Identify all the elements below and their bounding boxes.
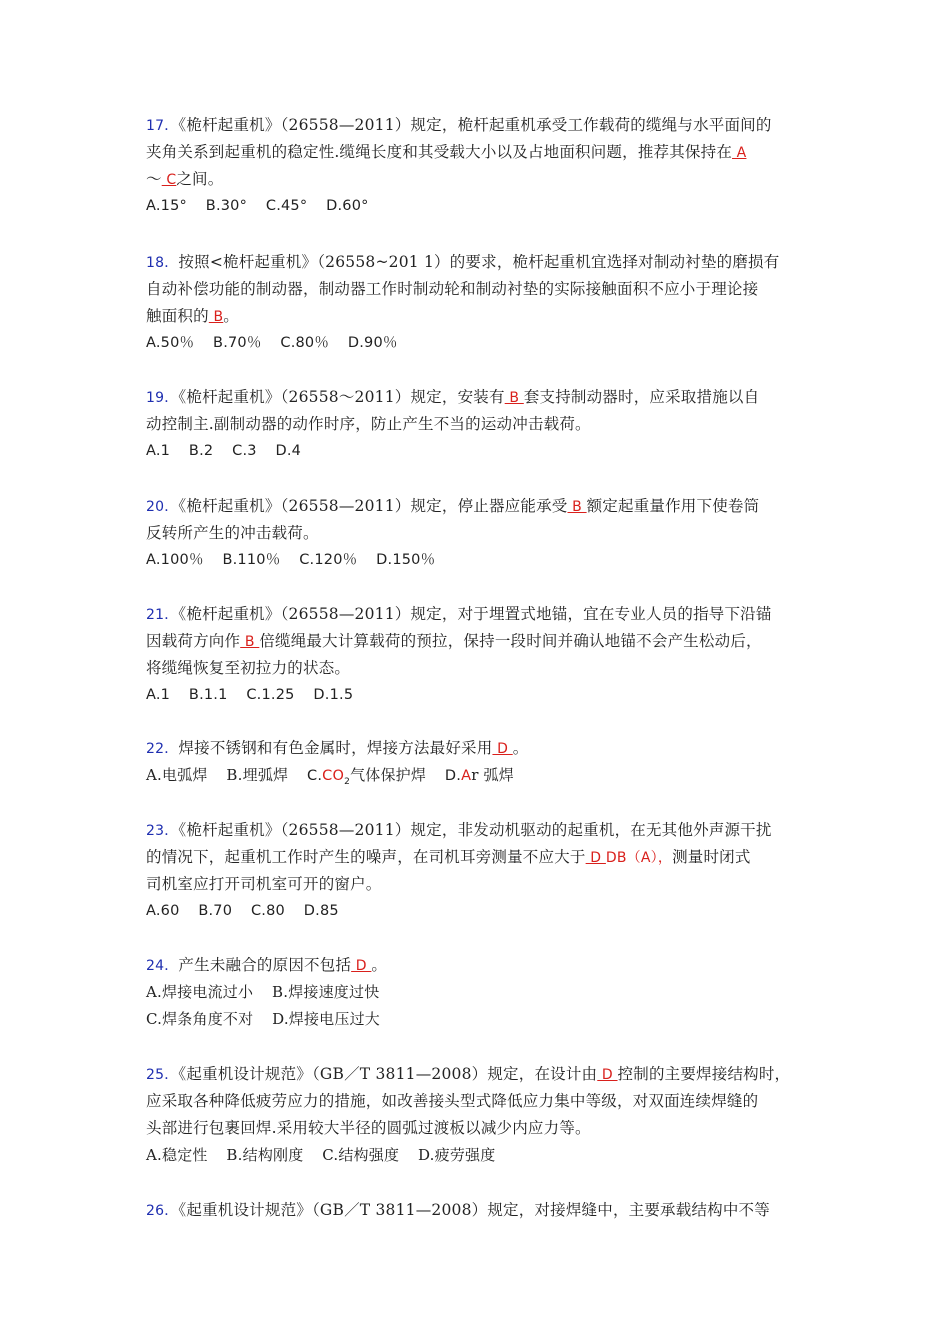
question-text: 自动补偿功能的制动器，制动器工作时制动轮和制动衬垫的实际接触面积不应小于理论接 xyxy=(146,280,759,298)
option-d: D.1.5 xyxy=(313,687,354,703)
answer-blank: B xyxy=(208,309,224,325)
option-c: C.焊条角度不对 xyxy=(146,1010,254,1028)
question-text: 《桅杆起重机》（26558～2011）规定，安装有 xyxy=(178,388,505,406)
option-c xyxy=(307,766,427,787)
question-text: 焊接不锈钢和有色金属时，焊接方法最好采用 xyxy=(178,739,493,757)
option-c: C.1.25 xyxy=(246,687,295,703)
question-text-line xyxy=(146,601,818,628)
question-23 xyxy=(146,817,818,925)
question-text-line xyxy=(146,628,818,655)
question-text: 《桅杆起重机》（26558—2011）规定，停止器应能承受 xyxy=(178,497,568,515)
question-text: 《桅杆起重机》（26558—2011）规定，桅杆起重机承受工作载荷的缆绳与水平面间的 xyxy=(178,116,772,134)
question-text-line xyxy=(146,1197,818,1224)
option-d: D.疲劳强度 xyxy=(417,1146,496,1164)
option-a: A.1 xyxy=(146,687,171,703)
question-text-line xyxy=(146,249,818,276)
question-number: 20． xyxy=(146,499,179,515)
question-text: 产生未融合的原因不包括 xyxy=(178,956,352,974)
option-a: A.稳定性 xyxy=(146,1146,208,1164)
option-a: A.50％ xyxy=(146,335,195,351)
options-line xyxy=(146,682,818,709)
option-b: B.110％ xyxy=(222,552,281,568)
question-text: 的情况下，起重机工作时产生的噪声，在司机耳旁测量不应大于 xyxy=(146,848,586,866)
question-text: 应采取各种降低疲劳应力的措施，如改善接头型式降低应力集中等级，对双面连续焊缝的 xyxy=(146,1092,759,1110)
question-18 xyxy=(146,249,818,357)
option-c: C.结构强度 xyxy=(322,1146,400,1164)
question-text: 控制的主要焊接结构时， xyxy=(617,1065,791,1083)
question-text: 倍缆绳最大计算载荷的预拉，保持一段时间并确认地锚不会产生松动后， xyxy=(259,632,762,650)
options-line xyxy=(146,193,818,220)
question-text: 动控制主.副制动器的动作时序，防止产生不当的运动冲击载荷。 xyxy=(146,415,591,433)
answer-blank: B xyxy=(240,634,260,650)
question-25 xyxy=(146,1061,818,1169)
option-a: A.15° xyxy=(146,198,187,214)
question-text: 司机室应打开司机室可开的窗户。 xyxy=(146,875,382,893)
question-text-line xyxy=(146,112,818,139)
option-b: B.30° xyxy=(205,198,248,214)
question-24 xyxy=(146,952,818,1033)
question-text: 额定起重量作用下使卷筒 xyxy=(586,497,760,515)
option-c: C.120％ xyxy=(299,552,358,568)
question-20 xyxy=(146,493,818,574)
question-text-line xyxy=(146,139,818,166)
question-text: 套支持制动器时，应采取措施以自 xyxy=(523,388,760,406)
question-26 xyxy=(146,1197,818,1224)
option-d: D.4 xyxy=(275,443,302,459)
question-number: 17． xyxy=(146,118,179,134)
question-21 xyxy=(146,601,818,709)
option-b: B.结构刚度 xyxy=(226,1146,304,1164)
question-text-line xyxy=(146,952,818,979)
question-text-line xyxy=(146,384,818,411)
question-text-line xyxy=(146,1088,818,1115)
option-a: A.焊接电流过小 xyxy=(146,983,254,1001)
option-c-text: 气体保护焊 xyxy=(350,766,427,784)
question-text: 之间。 xyxy=(176,170,224,188)
question-text: 因载荷方向作 xyxy=(146,632,241,650)
option-a: A.60 xyxy=(146,903,180,919)
answer-blank: C xyxy=(161,172,177,188)
options-line xyxy=(146,1006,818,1033)
answer-blank: B xyxy=(567,499,587,515)
answer-blank: A xyxy=(732,145,747,161)
question-19 xyxy=(146,384,818,465)
question-text-line xyxy=(146,1115,818,1142)
options-line xyxy=(146,330,818,357)
option-d-highlight: A xyxy=(461,768,472,784)
option-b: B.70％ xyxy=(213,335,262,351)
option-d: D.150％ xyxy=(376,552,436,568)
question-text-line xyxy=(146,493,818,520)
question-text-line xyxy=(146,735,818,762)
option-c-prefix: C. xyxy=(307,768,323,784)
question-text-line xyxy=(146,1061,818,1088)
option-d xyxy=(445,768,514,784)
question-text-line xyxy=(146,276,818,303)
options-line xyxy=(146,898,818,925)
question-text: 《桅杆起重机》（26558—2011）规定，非发动机驱动的起重机，在无其他外声源干扰 xyxy=(178,821,772,839)
option-d: D.90％ xyxy=(347,335,398,351)
option-c: C.80 xyxy=(250,903,285,919)
question-text: 夹角关系到起重机的稳定性.缆绳长度和其受载大小以及占地面积问题，推荐其保持在 xyxy=(146,143,733,161)
question-number: 23． xyxy=(146,823,179,839)
option-b: B.1.1 xyxy=(188,687,228,703)
question-text: 《桅杆起重机》（26558—2011）规定，对于埋置式地锚，宜在专业人员的指导下沿锚 xyxy=(178,605,772,623)
question-text: 按照<桅杆起重机》（26558~201 1）的要求，桅杆起重机宜选择对制动衬垫的磨损有 xyxy=(178,253,780,271)
question-number: 25． xyxy=(146,1067,179,1083)
question-number: 18． xyxy=(146,255,179,271)
question-text: 测量时闭式 xyxy=(672,848,751,866)
option-c: C.3 xyxy=(232,443,257,459)
option-b: B.埋弧焊 xyxy=(226,766,289,784)
question-text-line xyxy=(146,817,818,844)
question-text: 。 xyxy=(512,739,529,757)
question-number: 24． xyxy=(146,958,179,974)
question-text: 反转所产生的冲击载荷。 xyxy=(146,524,319,542)
option-d-text: r 弧焊 xyxy=(471,766,514,784)
question-text: 《起重机设计规范》（GB／T 3811—2008）规定，对接焊缝中，主要承载结构中不等 xyxy=(178,1201,770,1219)
option-d: D.焊接电压过大 xyxy=(272,1010,380,1028)
option-b: B.70 xyxy=(198,903,233,919)
option-d: D.60° xyxy=(326,198,369,214)
option-c-formula: CO xyxy=(322,768,345,784)
question-text-line xyxy=(146,411,818,438)
options-line xyxy=(146,1142,818,1169)
question-text: 。 xyxy=(223,307,239,325)
question-number: 21． xyxy=(146,607,179,623)
option-c-subscript: 2 xyxy=(344,776,351,787)
option-d-prefix: D. xyxy=(444,768,462,784)
question-number: 26． xyxy=(146,1203,179,1219)
question-17 xyxy=(146,112,818,220)
question-text: 《起重机设计规范》（GB／T 3811—2008）规定，在设计由 xyxy=(178,1065,598,1083)
question-text: ～ xyxy=(146,170,162,188)
unit-text: DB（A）， xyxy=(605,850,673,866)
question-22 xyxy=(146,735,818,789)
question-text-line xyxy=(146,520,818,547)
question-text-line xyxy=(146,166,818,193)
options-line xyxy=(146,762,818,789)
answer-blank: D xyxy=(351,958,372,974)
option-c: C.45° xyxy=(265,198,308,214)
options-line xyxy=(146,547,818,574)
answer-blank: B xyxy=(504,390,524,406)
question-number: 22． xyxy=(146,741,179,757)
question-text-line xyxy=(146,303,818,330)
question-text: 触面积的 xyxy=(146,307,209,325)
answer-blank: D xyxy=(585,850,606,866)
option-d: D.85 xyxy=(303,903,339,919)
option-a: A.1 xyxy=(146,443,171,459)
option-a: A.100％ xyxy=(146,552,204,568)
answer-blank: D xyxy=(492,741,513,757)
option-a: A.电弧焊 xyxy=(146,766,208,784)
question-text: 。 xyxy=(371,956,388,974)
option-c: C.80％ xyxy=(280,335,330,351)
question-text: 头部进行包裹回焊.采用较大半径的圆弧过渡板以减少内应力等。 xyxy=(146,1119,591,1137)
question-number: 19． xyxy=(146,390,179,406)
question-text-line xyxy=(146,844,818,871)
options-line xyxy=(146,979,818,1006)
option-b: B.2 xyxy=(188,443,214,459)
question-text-line xyxy=(146,655,818,682)
answer-blank: D xyxy=(597,1067,618,1083)
options-line xyxy=(146,438,818,465)
question-text: 将缆绳恢复至初拉力的状态。 xyxy=(146,659,351,677)
question-text-line xyxy=(146,871,818,898)
option-b: B.焊接速度过快 xyxy=(272,983,380,1001)
